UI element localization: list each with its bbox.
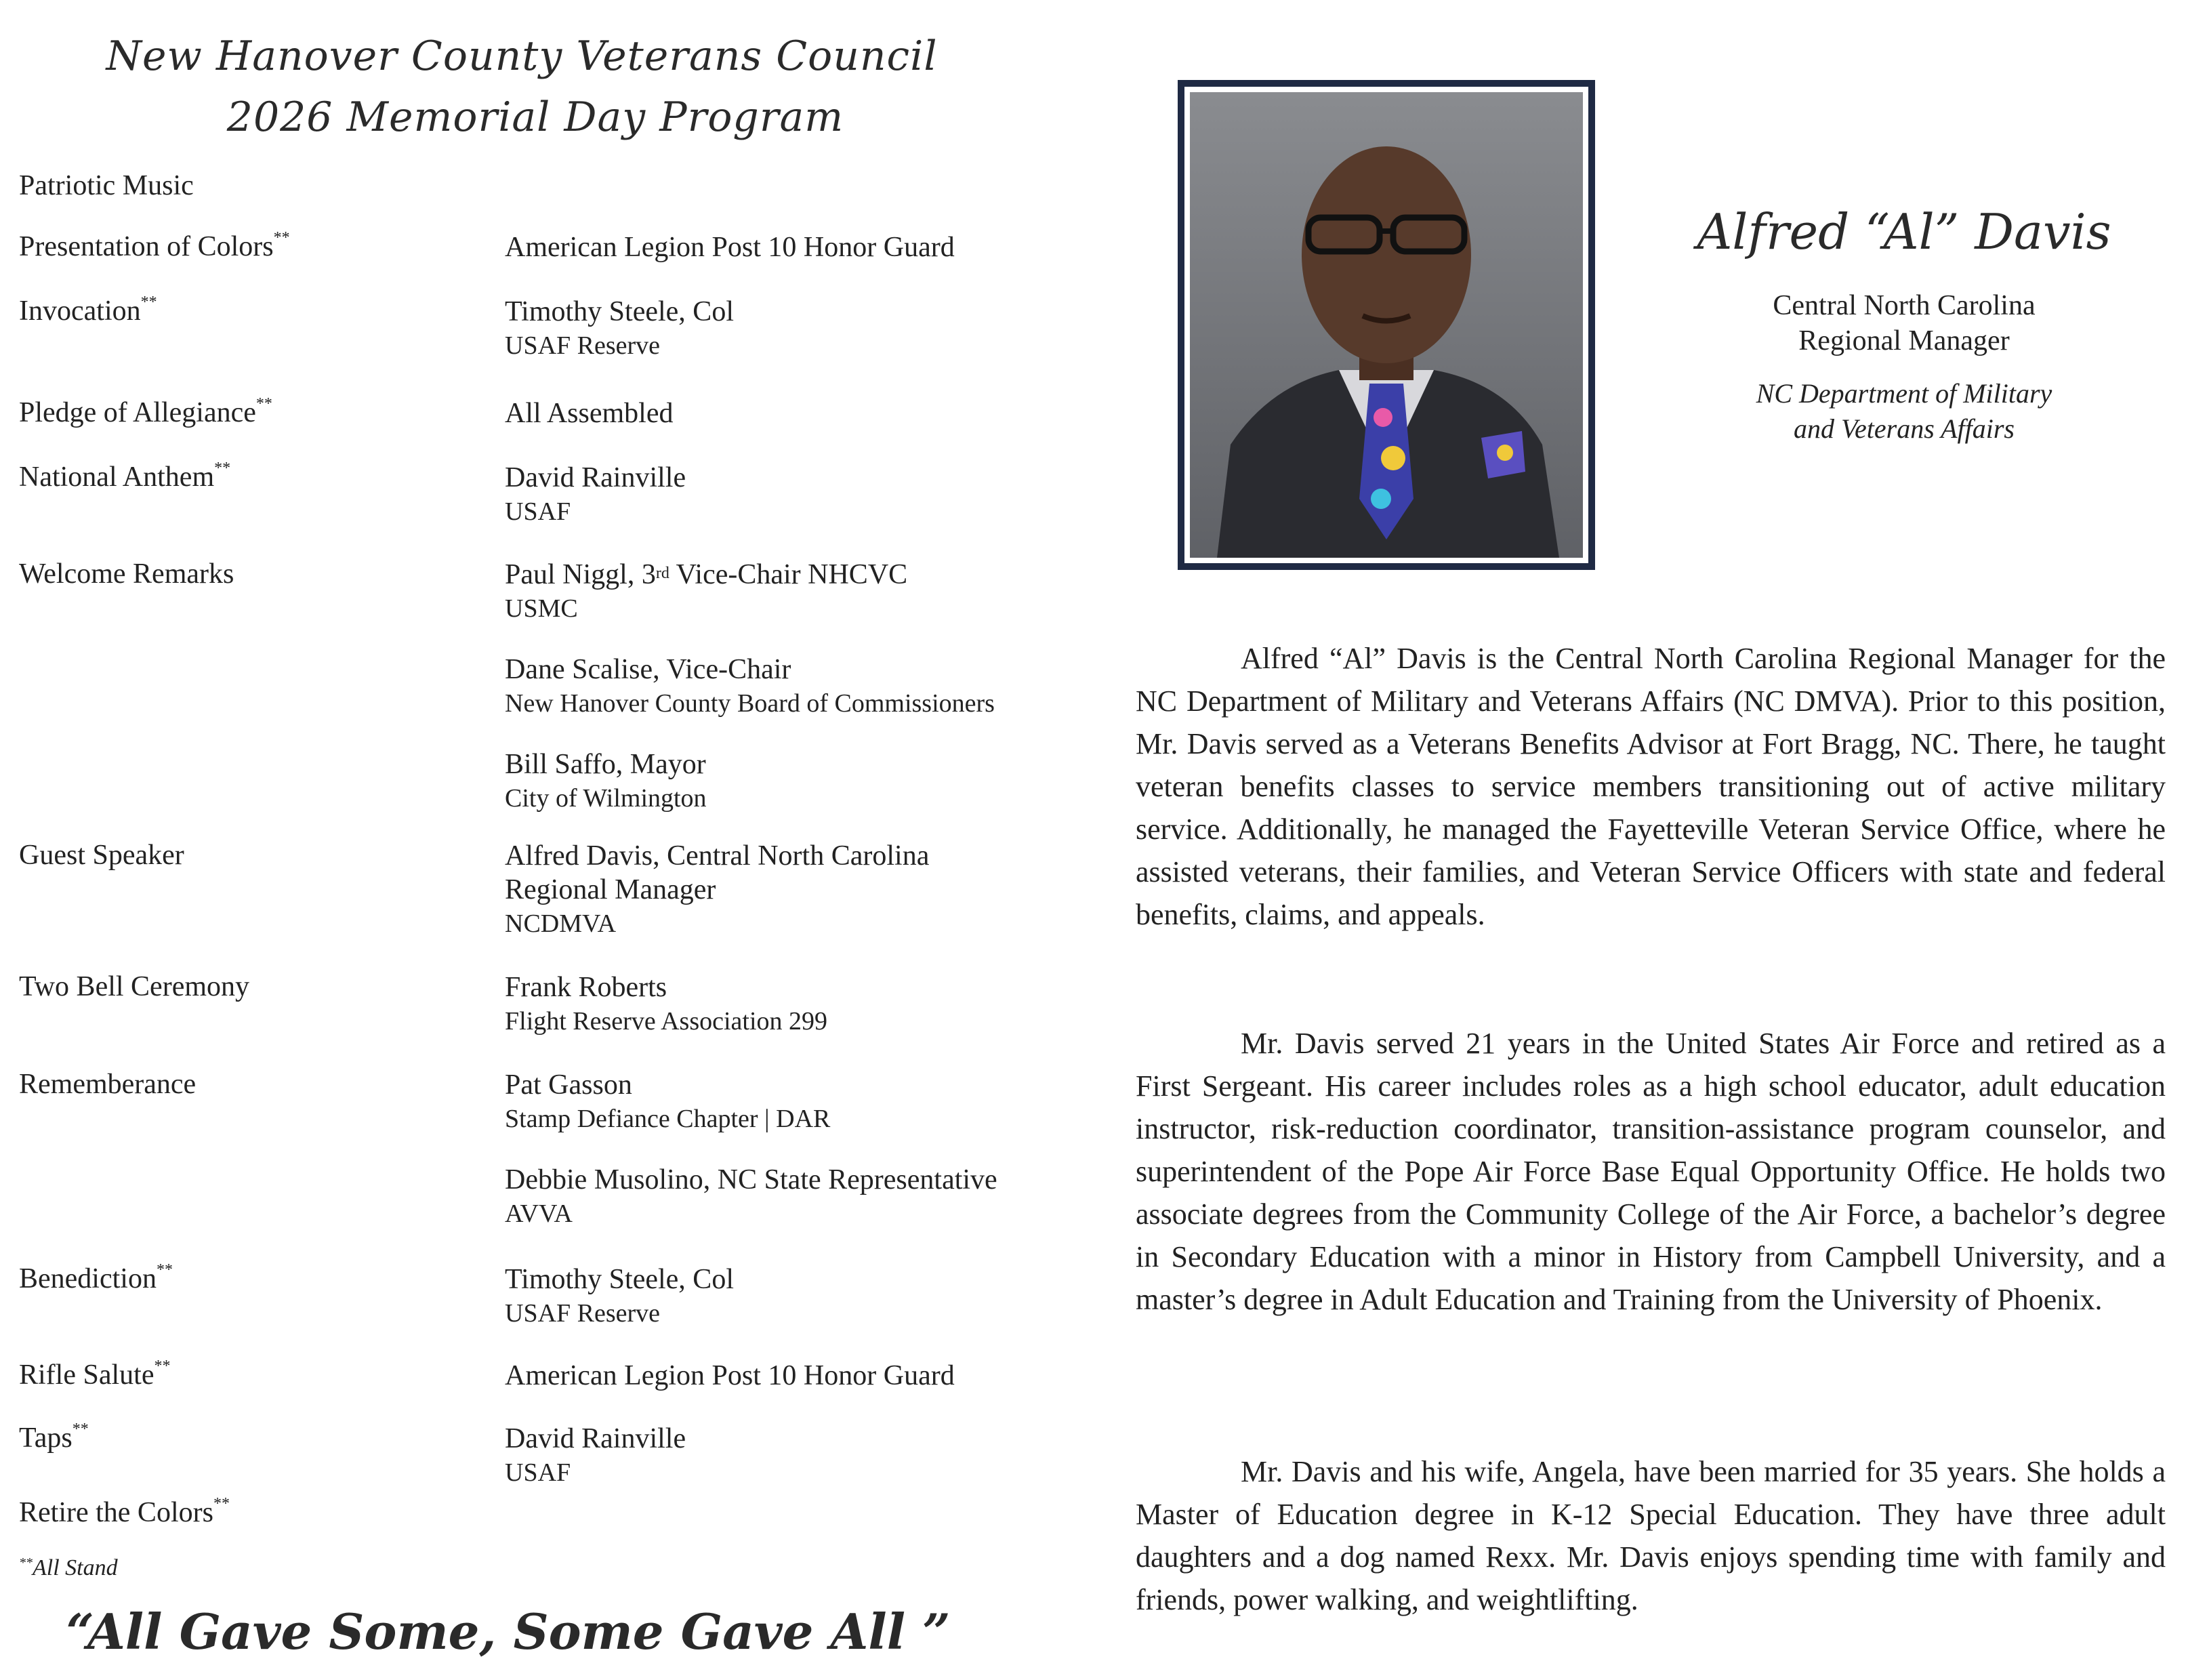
program-participant (505, 747, 1081, 815)
program-item-label-text: Two Bell Ceremony (19, 971, 249, 1002)
participant-affiliation: City of Wilmington (505, 784, 707, 813)
bio-paragraph: Mr. Davis served 21 years in the United States Air Force and retired as a First Sergeant. His career includes roles as a high school educator, adult education instructor, risk-reduction coordinator, transition-assistance program counselor, and superintendent of the Pope Air Force Base Equal Opportunity Office. He holds two associate degrees from the Community College of the Air Force, a bachelor’s degree in Secondary Education with a minor in History from Campbell University, and a master’s degree in Adult Education and Training from the University of Phoenix. (1136, 1027, 2166, 1316)
participant-name-line-2: Regional Manager (505, 874, 716, 905)
program-item-label-text: National Anthem (19, 462, 215, 493)
portrait-frame (1178, 80, 1595, 570)
portrait-photo-icon (1190, 92, 1583, 558)
speaker-title-line-2: Regional Manager (1798, 325, 2010, 356)
participant-affiliation: NCDMVA (505, 909, 617, 938)
program-item-label (19, 970, 249, 1003)
program-item-label (19, 461, 230, 493)
participant-affiliation: USAF (505, 1458, 571, 1487)
participant-name-part: Vice-Chair NHCVC (669, 559, 908, 590)
all-stand-footnote (19, 1555, 118, 1581)
stand-marker: ** (19, 1555, 33, 1570)
program-item-label-text: Guest Speaker (19, 840, 184, 871)
program-participant (505, 1263, 1081, 1330)
bio-paragraph: Mr. Davis and his wife, Angela, have been married for 35 years. She holds a Master of Education degree in K-12 Special Education. They have three adult daughters and a dog named Rexx. Mr. Davis enjoys spending time with family and friends, power walking, and weightlifting. (1136, 1455, 2166, 1616)
program-item-label-text: Invocation (19, 295, 141, 327)
participant-name: Bill Saffo, Mayor (505, 749, 706, 780)
speaker-org-line-2: and Veterans Affairs (1794, 413, 2015, 444)
stand-marker: ** (273, 229, 290, 247)
program-panel (0, 0, 1084, 1680)
motto: “All Gave Some, Some Gave All ” (66, 1603, 951, 1660)
participant-name: All Assembled (505, 398, 674, 429)
participant-name: Pat Gasson (505, 1069, 632, 1101)
program-item-people (505, 295, 1081, 390)
program-item-label-text: Benediction (19, 1263, 157, 1294)
participant-name: Frank Roberts (505, 972, 667, 1003)
participant-affiliation: Flight Reserve Association 299 (505, 1007, 828, 1036)
participant-affiliation: USMC (505, 594, 578, 623)
participant-name: David Rainville (505, 462, 686, 493)
footnote-text: All Stand (33, 1555, 118, 1580)
speaker-organization (1667, 376, 2141, 447)
program-participant (505, 396, 1081, 430)
program-item-label-text: Rifle Salute (19, 1359, 154, 1391)
program-item-label (19, 396, 272, 429)
program-participant (505, 839, 1081, 941)
program-item-label (19, 839, 184, 872)
program-participant (505, 295, 1081, 363)
program-participant (505, 230, 1081, 264)
program-item-label (19, 558, 234, 590)
program-title-line-2: 2026 Memorial Day Program (226, 94, 844, 141)
participant-name: Alfred Davis, Central North Carolina (505, 840, 930, 872)
program-item-label-text: Pledge of Allegiance (19, 397, 256, 428)
program-participant (505, 653, 1081, 720)
stand-marker: ** (154, 1357, 171, 1375)
program-item-people (505, 396, 1081, 457)
program-participant (505, 558, 1081, 626)
program-item-label (19, 169, 194, 202)
participant-name: Dane Scalise, Vice-Chair (505, 654, 791, 685)
speaker-name: Alfred “Al” Davis (1697, 203, 2111, 260)
stand-marker: ** (140, 293, 157, 311)
participant-name: American Legion Post 10 Honor Guard (505, 1360, 955, 1391)
program-item-label (19, 230, 290, 263)
participant-name (505, 558, 1081, 592)
speaker-title (1667, 288, 2141, 358)
program-item-label-text: Patriotic Music (19, 170, 194, 201)
program-item-label-text: Rememberance (19, 1069, 197, 1100)
program-item-label (19, 1422, 89, 1454)
stand-marker: ** (156, 1261, 173, 1279)
program-item-label-text: Welcome Remarks (19, 558, 234, 590)
program-item-people (505, 839, 1081, 968)
portrait-matte (1184, 87, 1588, 563)
participant-name: Debbie Musolino, NC State Representative (505, 1164, 997, 1195)
stand-marker: ** (255, 395, 272, 413)
program-participant (505, 1163, 1081, 1231)
program-item-label (19, 1496, 230, 1529)
ordinal-suffix: rd (655, 565, 669, 582)
stand-marker: ** (72, 1420, 89, 1438)
speaker-title-line-1: Central North Carolina (1773, 290, 2036, 321)
program-participant (505, 970, 1081, 1038)
participant-name: Timothy Steele, Col (505, 1264, 734, 1295)
program-item-label (19, 295, 157, 327)
program-item-label (19, 1263, 173, 1295)
program-item-people (505, 558, 1081, 842)
program-item-label-text: Taps (19, 1422, 73, 1454)
program-participant (505, 1422, 1081, 1490)
participant-affiliation: New Hanover County Board of Commissioners (505, 689, 995, 718)
program-item-people (505, 1359, 1081, 1420)
program-participant (505, 1068, 1081, 1136)
participant-name: Timothy Steele, Col (505, 296, 734, 327)
program-item-people (505, 1422, 1081, 1517)
program-participant (505, 461, 1081, 529)
participant-name-part: Paul Niggl, 3 (505, 559, 656, 590)
bio-paragraph: Alfred “Al” Davis is the Central North Carolina Regional Manager for the NC Department of Military and Veterans Affairs (NC DMVA). Prior to this position, Mr. Davis served as a Veterans Benefits Advisor at Fort Bragg, NC. There, he taught veteran benefits classes to service members transitioning out of active military service. Additionally, he managed the Fayetteville Veteran Service Office, where he assisted veterans, their families, and Veteran Service Officers with state and federal benefits, claims, and appeals. (1136, 642, 2166, 931)
participant-name: David Rainville (505, 1423, 686, 1454)
stand-marker: ** (213, 1495, 230, 1513)
program-participant (505, 1359, 1081, 1393)
stand-marker: ** (214, 459, 231, 477)
program-item-people (505, 230, 1081, 291)
program-item-people (505, 1263, 1081, 1357)
program-item-people (505, 970, 1081, 1065)
program-item-label (19, 1359, 170, 1391)
program-item-label (19, 1068, 196, 1101)
participant-affiliation: USAF (505, 497, 571, 526)
program-item-people (505, 461, 1081, 556)
speaker-org-line-1: NC Department of Military (1756, 378, 2052, 409)
program-item-label-text: Presentation of Colors (19, 231, 274, 262)
speaker-panel (1084, 0, 2188, 1680)
participant-affiliation: USAF Reserve (505, 331, 661, 360)
program-title-line-1: New Hanover County Veterans Council (106, 33, 938, 80)
program-item-people (505, 1068, 1081, 1258)
program-item-label-text: Retire the Colors (19, 1497, 213, 1528)
participant-name: American Legion Post 10 Honor Guard (505, 232, 955, 263)
participant-affiliation: AVVA (505, 1200, 573, 1228)
participant-affiliation: USAF Reserve (505, 1299, 661, 1328)
participant-affiliation: Stamp Defiance Chapter | DAR (505, 1105, 831, 1133)
